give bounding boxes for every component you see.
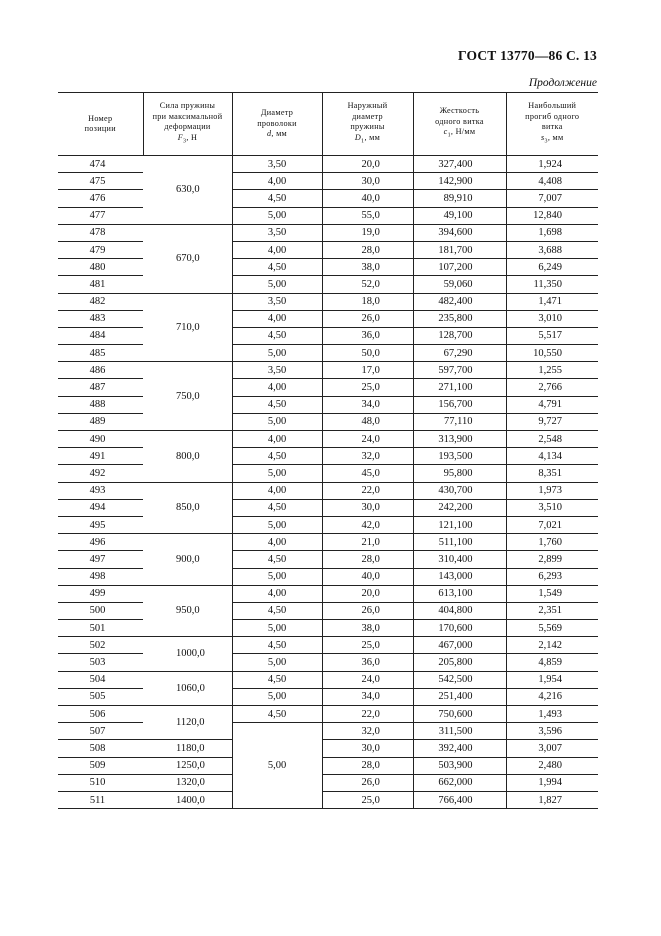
deflection-cell: 1,827 — [506, 791, 598, 808]
position-cell: 494 — [58, 499, 143, 516]
wire-diameter-cell: 3,50 — [232, 293, 322, 310]
deflection-cell: 2,766 — [506, 379, 598, 396]
position-cell: 498 — [58, 568, 143, 585]
position-cell: 487 — [58, 379, 143, 396]
force-cell: 1320,0 — [143, 774, 232, 791]
position-cell: 484 — [58, 327, 143, 344]
position-cell: 503 — [58, 654, 143, 671]
outer-diameter-cell: 40,0 — [322, 568, 413, 585]
table-row — [58, 156, 598, 173]
table-row — [58, 190, 598, 207]
position-cell: 497 — [58, 551, 143, 568]
position-cell: 488 — [58, 396, 143, 413]
outer-diameter-cell: 22,0 — [322, 482, 413, 499]
deflection-cell: 3,596 — [506, 723, 598, 740]
table-row — [58, 327, 598, 344]
force-cell: 670,0 — [143, 224, 232, 293]
stiffness-cell: 142,900 — [413, 173, 506, 190]
stiffness-cell: 613,100 — [413, 585, 506, 602]
position-cell: 476 — [58, 190, 143, 207]
deflection-cell: 4,859 — [506, 654, 598, 671]
deflection-cell: 7,007 — [506, 190, 598, 207]
deflection-cell: 5,517 — [506, 327, 598, 344]
outer-diameter-cell: 30,0 — [322, 173, 413, 190]
outer-diameter-cell: 55,0 — [322, 207, 413, 224]
stiffness-cell: 394,600 — [413, 224, 506, 241]
position-cell: 496 — [58, 534, 143, 551]
col-header-force: Сила пружины при максимальной деформации $F_3$, Н — [143, 93, 232, 156]
table-row — [58, 585, 598, 602]
wire-diameter-cell: 4,50 — [232, 259, 322, 276]
table-row — [58, 465, 598, 482]
stiffness-cell: 156,700 — [413, 396, 506, 413]
stiffness-cell: 482,400 — [413, 293, 506, 310]
spring-table — [58, 92, 598, 809]
wire-diameter-cell: 5,00 — [232, 465, 322, 482]
wire-diameter-cell: 5,00 — [232, 276, 322, 293]
deflection-cell: 3,010 — [506, 310, 598, 327]
wire-diameter-cell: 4,00 — [232, 379, 322, 396]
wire-diameter-cell: 5,00 — [232, 568, 322, 585]
outer-diameter-cell: 22,0 — [322, 706, 413, 723]
page-header: ГОСТ 13770—86 С. 13 — [458, 48, 597, 63]
outer-diameter-cell: 40,0 — [322, 190, 413, 207]
position-cell: 511 — [58, 791, 143, 808]
wire-diameter-cell: 4,50 — [232, 327, 322, 344]
deflection-cell: 1,924 — [506, 156, 598, 173]
wire-diameter-cell: 5,00 — [232, 723, 322, 809]
table-row — [58, 791, 598, 808]
wire-diameter-cell: 5,00 — [232, 207, 322, 224]
wire-diameter-cell: 3,50 — [232, 362, 322, 379]
deflection-cell: 1,549 — [506, 585, 598, 602]
table-row — [58, 345, 598, 362]
stiffness-cell: 77,110 — [413, 413, 506, 430]
deflection-cell: 7,021 — [506, 516, 598, 533]
stiffness-cell: 95,800 — [413, 465, 506, 482]
deflection-cell: 10,550 — [506, 345, 598, 362]
table-row — [58, 757, 598, 774]
outer-diameter-cell: 32,0 — [322, 448, 413, 465]
deflection-cell: 2,480 — [506, 757, 598, 774]
outer-diameter-cell: 28,0 — [322, 551, 413, 568]
force-cell: 750,0 — [143, 362, 232, 431]
deflection-cell: 4,216 — [506, 688, 598, 705]
deflection-cell: 1,698 — [506, 224, 598, 241]
table-row — [58, 723, 598, 740]
table-row — [58, 499, 598, 516]
force-cell: 1250,0 — [143, 757, 232, 774]
stiffness-cell: 511,100 — [413, 534, 506, 551]
table-row — [58, 654, 598, 671]
position-cell: 483 — [58, 310, 143, 327]
table-row — [58, 241, 598, 258]
deflection-cell: 1,954 — [506, 671, 598, 688]
force-cell: 710,0 — [143, 293, 232, 362]
wire-diameter-cell: 3,50 — [232, 156, 322, 173]
stiffness-cell: 662,000 — [413, 774, 506, 791]
stiffness-cell: 597,700 — [413, 362, 506, 379]
outer-diameter-cell: 34,0 — [322, 688, 413, 705]
position-cell: 486 — [58, 362, 143, 379]
table-row — [58, 310, 598, 327]
table-row — [58, 173, 598, 190]
stiffness-cell: 107,200 — [413, 259, 506, 276]
deflection-cell: 11,350 — [506, 276, 598, 293]
position-cell: 478 — [58, 224, 143, 241]
wire-diameter-cell: 4,50 — [232, 396, 322, 413]
table-row — [58, 671, 598, 688]
deflection-cell: 6,293 — [506, 568, 598, 585]
stiffness-cell: 392,400 — [413, 740, 506, 757]
wire-diameter-cell: 4,00 — [232, 585, 322, 602]
deflection-cell: 2,142 — [506, 637, 598, 654]
position-cell: 509 — [58, 757, 143, 774]
wire-diameter-cell: 4,50 — [232, 671, 322, 688]
outer-diameter-cell: 26,0 — [322, 310, 413, 327]
table-row — [58, 207, 598, 224]
position-cell: 490 — [58, 431, 143, 448]
deflection-cell: 1,493 — [506, 706, 598, 723]
col-header-outer-diameter: Наружный диаметр пружины $D_1$, мм — [322, 93, 413, 156]
col-header-deflection: Наибольший прогиб одного витка $s_3$, мм — [506, 93, 598, 156]
stiffness-cell: 242,200 — [413, 499, 506, 516]
stiffness-cell: 59,060 — [413, 276, 506, 293]
position-cell: 477 — [58, 207, 143, 224]
outer-diameter-cell: 18,0 — [322, 293, 413, 310]
table-row — [58, 276, 598, 293]
wire-diameter-cell: 5,00 — [232, 620, 322, 637]
position-cell: 510 — [58, 774, 143, 791]
position-cell: 480 — [58, 259, 143, 276]
stiffness-cell: 327,400 — [413, 156, 506, 173]
outer-diameter-cell: 19,0 — [322, 224, 413, 241]
outer-diameter-cell: 38,0 — [322, 620, 413, 637]
table-row — [58, 379, 598, 396]
table-row — [58, 706, 598, 723]
table-row — [58, 637, 598, 654]
stiffness-cell: 430,700 — [413, 482, 506, 499]
stiffness-cell: 542,500 — [413, 671, 506, 688]
outer-diameter-cell: 30,0 — [322, 740, 413, 757]
wire-diameter-cell: 4,00 — [232, 534, 322, 551]
force-cell: 1180,0 — [143, 740, 232, 757]
outer-diameter-cell: 36,0 — [322, 654, 413, 671]
stiffness-cell: 313,900 — [413, 431, 506, 448]
stiffness-cell: 310,400 — [413, 551, 506, 568]
wire-diameter-cell: 4,50 — [232, 706, 322, 723]
deflection-cell: 2,351 — [506, 602, 598, 619]
stiffness-cell: 311,500 — [413, 723, 506, 740]
stiffness-cell: 503,900 — [413, 757, 506, 774]
outer-diameter-cell: 21,0 — [322, 534, 413, 551]
wire-diameter-cell: 5,00 — [232, 688, 322, 705]
col-header-position: Номер позиции — [58, 93, 143, 156]
wire-diameter-cell: 4,50 — [232, 190, 322, 207]
stiffness-cell: 750,600 — [413, 706, 506, 723]
position-cell: 508 — [58, 740, 143, 757]
position-cell: 489 — [58, 413, 143, 430]
stiffness-cell: 235,800 — [413, 310, 506, 327]
wire-diameter-cell: 5,00 — [232, 345, 322, 362]
table-row — [58, 396, 598, 413]
position-cell: 474 — [58, 156, 143, 173]
outer-diameter-cell: 20,0 — [322, 156, 413, 173]
outer-diameter-cell: 38,0 — [322, 259, 413, 276]
table-row — [58, 482, 598, 499]
deflection-cell: 4,134 — [506, 448, 598, 465]
position-cell: 507 — [58, 723, 143, 740]
outer-diameter-cell: 24,0 — [322, 431, 413, 448]
stiffness-cell: 67,290 — [413, 345, 506, 362]
wire-diameter-cell: 3,50 — [232, 224, 322, 241]
position-cell: 505 — [58, 688, 143, 705]
deflection-cell: 2,548 — [506, 431, 598, 448]
table-row — [58, 620, 598, 637]
deflection-cell: 9,727 — [506, 413, 598, 430]
stiffness-cell: 89,910 — [413, 190, 506, 207]
outer-diameter-cell: 25,0 — [322, 791, 413, 808]
deflection-cell: 8,351 — [506, 465, 598, 482]
table-row — [58, 602, 598, 619]
wire-diameter-cell: 4,00 — [232, 431, 322, 448]
table-row — [58, 516, 598, 533]
stiffness-cell: 121,100 — [413, 516, 506, 533]
position-cell: 475 — [58, 173, 143, 190]
outer-diameter-cell: 52,0 — [322, 276, 413, 293]
force-cell: 1400,0 — [143, 791, 232, 808]
position-cell: 495 — [58, 516, 143, 533]
force-cell: 950,0 — [143, 585, 232, 637]
wire-diameter-cell: 4,00 — [232, 173, 322, 190]
position-cell: 502 — [58, 637, 143, 654]
wire-diameter-cell: 4,50 — [232, 499, 322, 516]
stiffness-cell: 404,800 — [413, 602, 506, 619]
col-header-wire-diameter: Диаметр проволоки d, мм — [232, 93, 322, 156]
table-row — [58, 740, 598, 757]
position-cell: 492 — [58, 465, 143, 482]
position-cell: 479 — [58, 241, 143, 258]
table-row — [58, 534, 598, 551]
force-cell: 1120,0 — [143, 706, 232, 740]
wire-diameter-cell: 5,00 — [232, 516, 322, 533]
wire-diameter-cell: 4,00 — [232, 241, 322, 258]
outer-diameter-cell: 17,0 — [322, 362, 413, 379]
stiffness-cell: 170,600 — [413, 620, 506, 637]
table-row — [58, 413, 598, 430]
position-cell: 504 — [58, 671, 143, 688]
stiffness-cell: 128,700 — [413, 327, 506, 344]
deflection-cell: 5,569 — [506, 620, 598, 637]
position-cell: 500 — [58, 602, 143, 619]
table-row — [58, 551, 598, 568]
deflection-cell: 4,408 — [506, 173, 598, 190]
outer-diameter-cell: 28,0 — [322, 241, 413, 258]
deflection-cell: 1,255 — [506, 362, 598, 379]
force-cell: 1060,0 — [143, 671, 232, 705]
wire-diameter-cell: 4,50 — [232, 602, 322, 619]
outer-diameter-cell: 36,0 — [322, 327, 413, 344]
force-cell: 630,0 — [143, 156, 232, 225]
position-cell: 482 — [58, 293, 143, 310]
table-row — [58, 774, 598, 791]
outer-diameter-cell: 32,0 — [322, 723, 413, 740]
wire-diameter-cell: 5,00 — [232, 654, 322, 671]
position-cell: 491 — [58, 448, 143, 465]
deflection-cell: 2,899 — [506, 551, 598, 568]
outer-diameter-cell: 42,0 — [322, 516, 413, 533]
table-row — [58, 568, 598, 585]
table-row — [58, 448, 598, 465]
deflection-cell: 1,973 — [506, 482, 598, 499]
wire-diameter-cell: 4,50 — [232, 637, 322, 654]
outer-diameter-cell: 26,0 — [322, 774, 413, 791]
stiffness-cell: 205,800 — [413, 654, 506, 671]
table-row — [58, 293, 598, 310]
table-row — [58, 362, 598, 379]
stiffness-cell: 251,400 — [413, 688, 506, 705]
position-cell: 493 — [58, 482, 143, 499]
deflection-cell: 4,791 — [506, 396, 598, 413]
stiffness-cell: 271,100 — [413, 379, 506, 396]
outer-diameter-cell: 34,0 — [322, 396, 413, 413]
outer-diameter-cell: 48,0 — [322, 413, 413, 430]
stiffness-cell: 766,400 — [413, 791, 506, 808]
outer-diameter-cell: 45,0 — [322, 465, 413, 482]
stiffness-cell: 193,500 — [413, 448, 506, 465]
deflection-cell: 3,510 — [506, 499, 598, 516]
table-row — [58, 224, 598, 241]
outer-diameter-cell: 25,0 — [322, 637, 413, 654]
force-cell: 1000,0 — [143, 637, 232, 671]
outer-diameter-cell: 25,0 — [322, 379, 413, 396]
stiffness-cell: 181,700 — [413, 241, 506, 258]
deflection-cell: 1,471 — [506, 293, 598, 310]
deflection-cell: 12,840 — [506, 207, 598, 224]
table-row — [58, 431, 598, 448]
outer-diameter-cell: 50,0 — [322, 345, 413, 362]
col-header-stiffness: Жесткость одного витка $c_1$, Н/мм — [413, 93, 506, 156]
stiffness-cell: 143,000 — [413, 568, 506, 585]
position-cell: 501 — [58, 620, 143, 637]
table-row — [58, 688, 598, 705]
wire-diameter-cell: 4,50 — [232, 448, 322, 465]
table-row — [58, 259, 598, 276]
position-cell: 485 — [58, 345, 143, 362]
wire-diameter-cell: 4,50 — [232, 551, 322, 568]
deflection-cell: 1,760 — [506, 534, 598, 551]
stiffness-cell: 467,000 — [413, 637, 506, 654]
table-header-row — [58, 93, 598, 156]
position-cell: 481 — [58, 276, 143, 293]
wire-diameter-cell: 4,00 — [232, 310, 322, 327]
force-cell: 900,0 — [143, 534, 232, 586]
stiffness-cell: 49,100 — [413, 207, 506, 224]
deflection-cell: 3,007 — [506, 740, 598, 757]
outer-diameter-cell: 20,0 — [322, 585, 413, 602]
deflection-cell: 6,249 — [506, 259, 598, 276]
outer-diameter-cell: 30,0 — [322, 499, 413, 516]
continuation-label: Продолжение — [528, 77, 597, 89]
outer-diameter-cell: 28,0 — [322, 757, 413, 774]
force-cell: 800,0 — [143, 431, 232, 483]
wire-diameter-cell: 5,00 — [232, 413, 322, 430]
outer-diameter-cell: 24,0 — [322, 671, 413, 688]
deflection-cell: 1,994 — [506, 774, 598, 791]
force-cell: 850,0 — [143, 482, 232, 534]
wire-diameter-cell: 4,00 — [232, 482, 322, 499]
outer-diameter-cell: 26,0 — [322, 602, 413, 619]
position-cell: 499 — [58, 585, 143, 602]
deflection-cell: 3,688 — [506, 241, 598, 258]
position-cell: 506 — [58, 706, 143, 723]
